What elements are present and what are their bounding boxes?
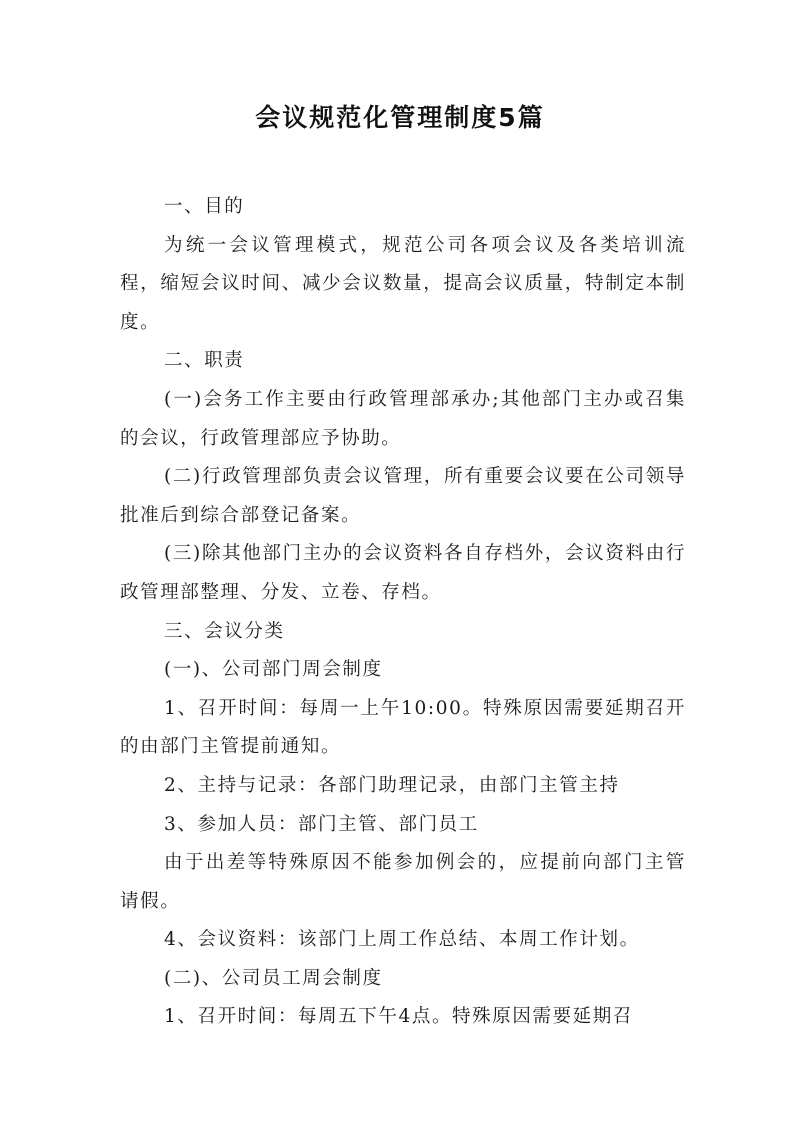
paragraph-department-meeting-attendees: 3、参加人员：部门主管、部门员工 xyxy=(164,813,479,835)
paragraph-leave-request: 由于出差等特殊原因不能参加例会的，应提前向部门主管请假。 xyxy=(120,852,686,912)
subheading-staff-weekly-meeting: (二)、公司员工周会制度 xyxy=(164,967,383,989)
paragraph-purpose-text: 为统一会议管理模式，规范公司各项会议及各类培训流程，缩短会议时间、减少会议数量，提高会议质量，特制定本制度。 xyxy=(120,234,686,333)
document-body xyxy=(120,188,686,1037)
paragraph-responsibility-3: (三)除其他部门主办的会议资料各自存档外，会议资料由行政管理部整理、分发、立卷、存档。 xyxy=(120,543,686,603)
heading-purpose: 一、目的 xyxy=(164,196,245,217)
paragraph-responsibility-1: (一)会务工作主要由行政管理部承办;其他部门主办或召集的会议，行政管理部应予协助。 xyxy=(120,388,686,449)
document-title: 会议规范化管理制度5篇 xyxy=(255,103,545,132)
heading-meeting-categories: 三、会议分类 xyxy=(164,620,285,642)
paragraph-responsibility-2: (二)行政管理部负责会议管理，所有重要会议要在公司领导批准后到综合部登记备案。 xyxy=(120,466,686,526)
paragraph-department-meeting-host: 2、主持与记录：各部门助理记录，由部门主管主持 xyxy=(164,774,620,796)
heading-responsibilities: 二、职责 xyxy=(164,350,245,372)
paragraph-department-meeting-materials: 4、会议资料：该部门上周工作总结、本周工作计划。 xyxy=(164,929,640,951)
paragraph-staff-meeting-time: 1、召开时间：每周五下午4点。特殊原因需要延期召 xyxy=(164,1006,633,1028)
subheading-department-weekly-meeting: (一)、公司部门周会制度 xyxy=(164,659,383,681)
paragraph-department-meeting-time: 1、召开时间：每周一上午10:00。特殊原因需要延期召开的由部门主管提前通知。 xyxy=(120,697,686,758)
